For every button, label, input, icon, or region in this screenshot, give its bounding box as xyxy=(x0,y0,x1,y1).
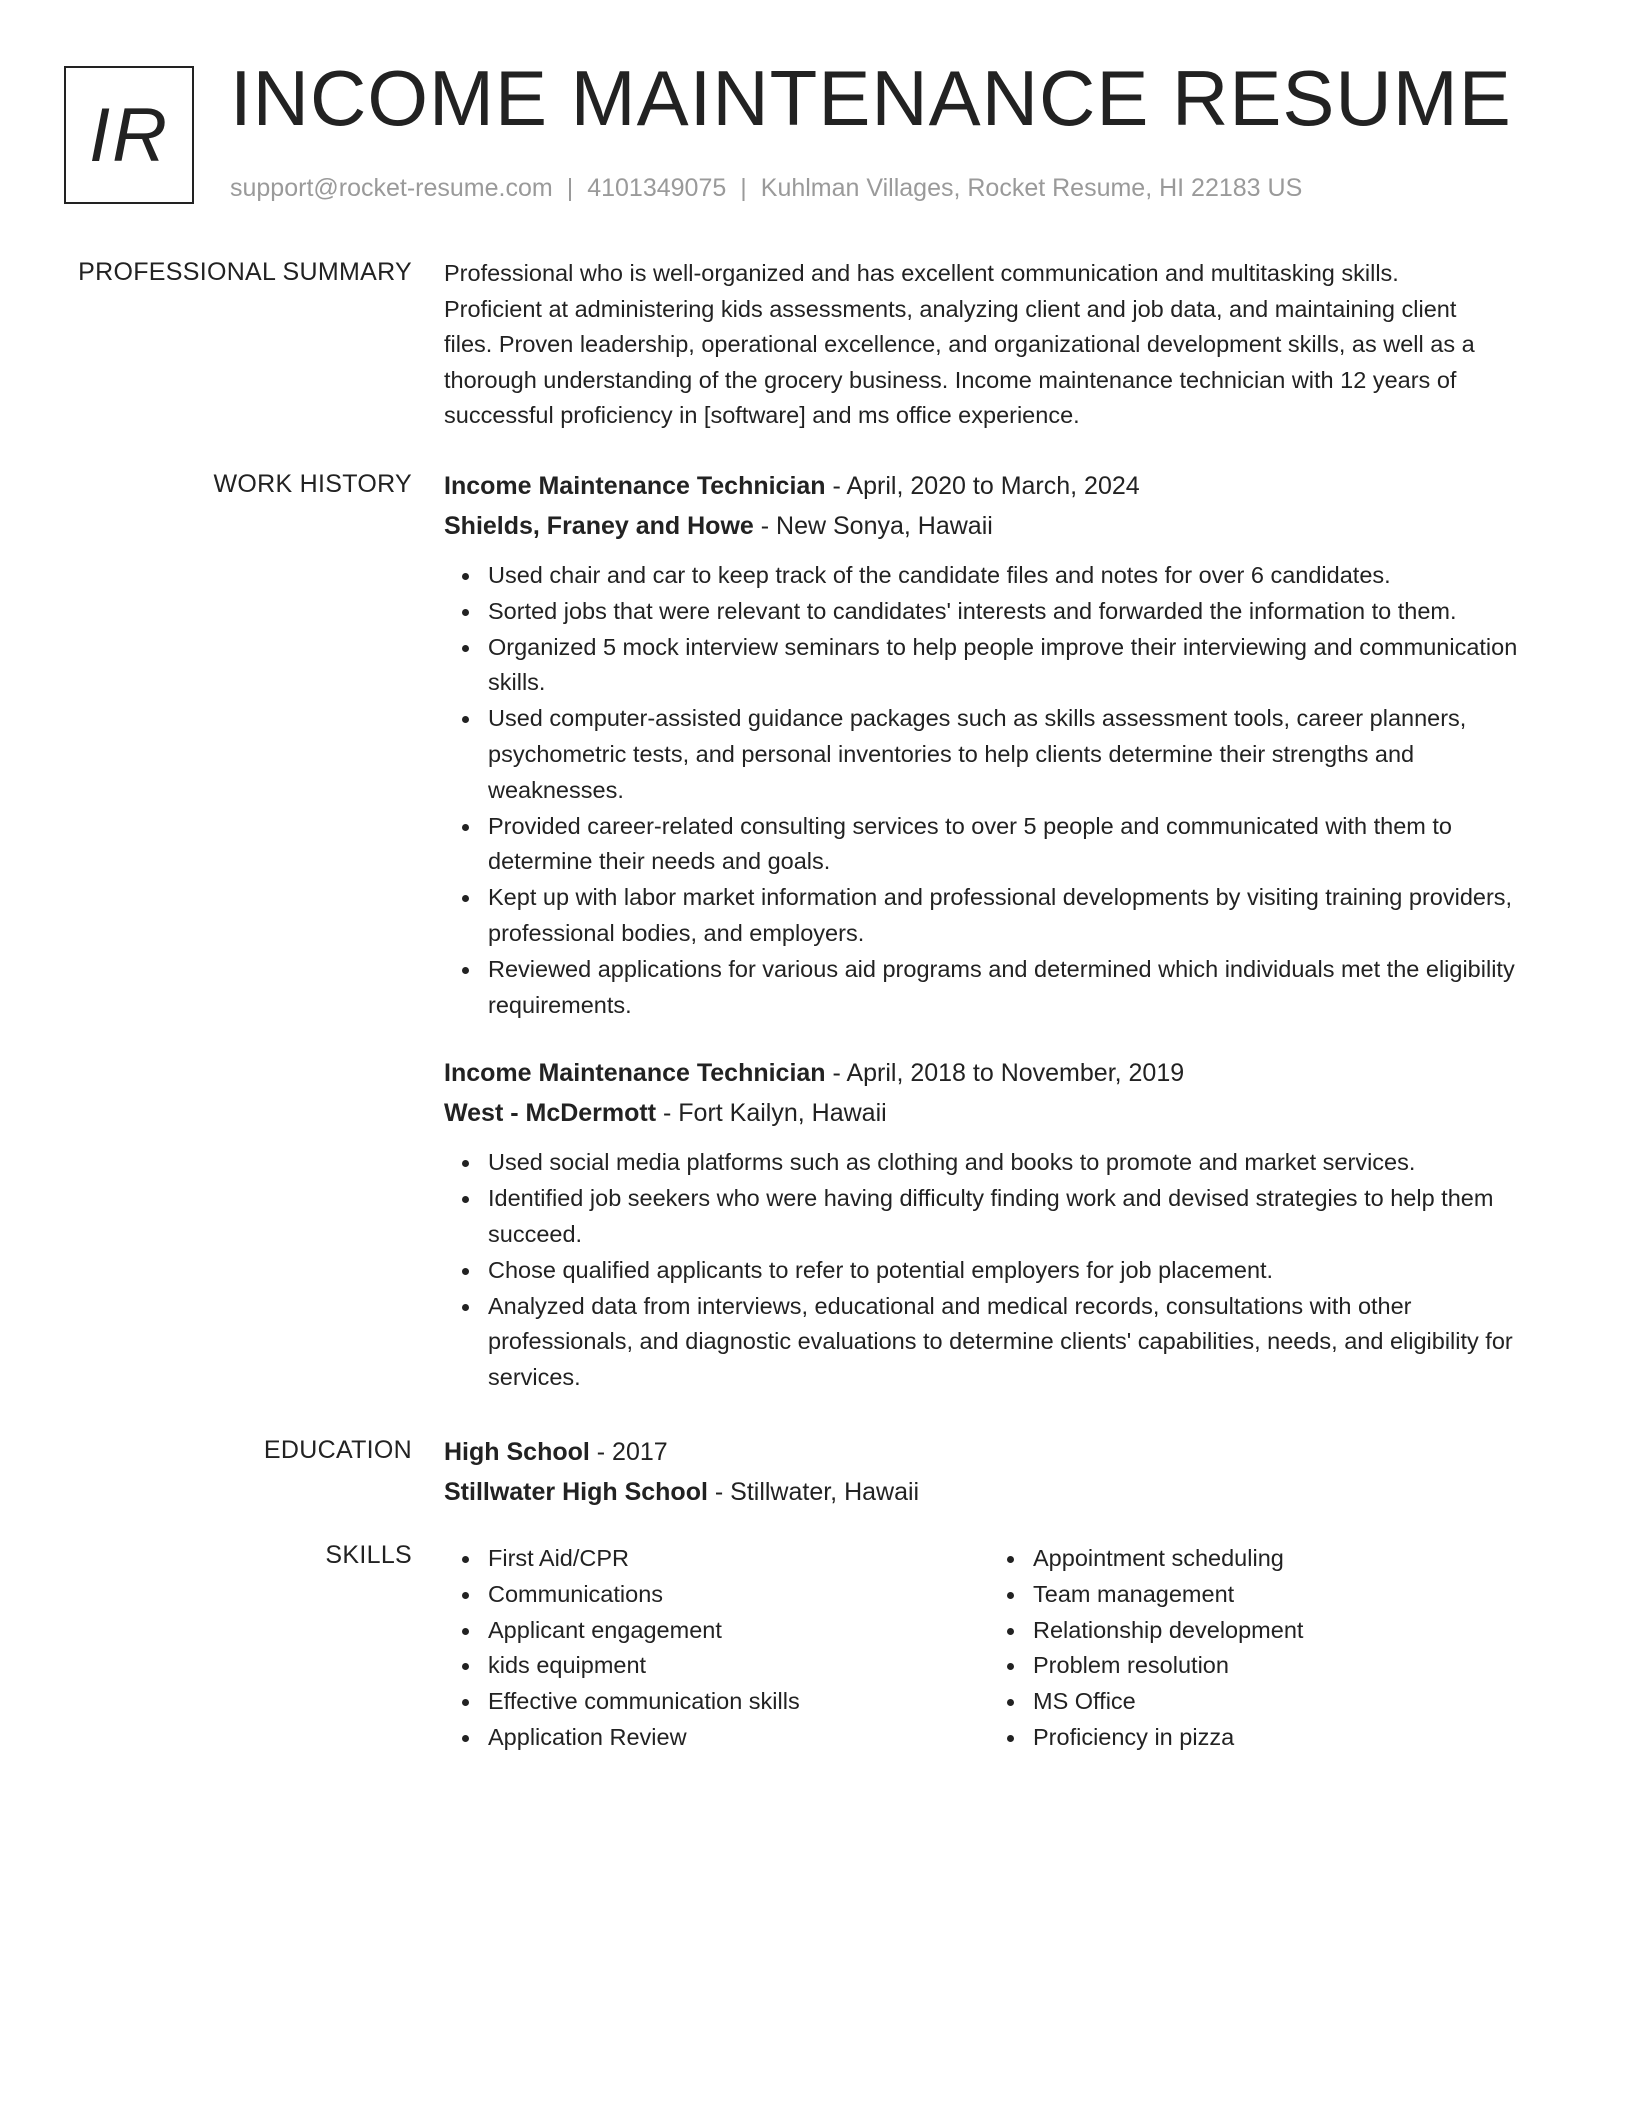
list-item: Problem resolution xyxy=(1033,1648,1509,1684)
summary-content xyxy=(444,256,1554,434)
job-title: Income Maintenance Technician xyxy=(444,1059,826,1088)
skills-column-right xyxy=(989,1541,1509,1756)
school-location: - Stillwater, Hawaii xyxy=(714,1478,920,1506)
job-dates: - April, 2018 to November, 2019 xyxy=(832,1059,1185,1088)
monogram-logo: IR xyxy=(64,66,194,204)
list-item: Team management xyxy=(1033,1577,1509,1613)
section-label-education: EDUCATION xyxy=(263,1436,412,1464)
contact-separator: | xyxy=(740,174,747,202)
degree-line xyxy=(444,1432,1554,1472)
list-item: Used chair and car to keep track of the candidate files and notes for over 6 candidates. xyxy=(488,558,1554,594)
job-dates: - April, 2020 to March, 2024 xyxy=(832,472,1140,500)
education-content xyxy=(444,1432,1554,1512)
list-item: Sorted jobs that were relevant to candidates' interests and forwarded the information to them. xyxy=(488,594,1554,630)
contact-line xyxy=(230,174,1302,203)
skills-list xyxy=(444,1541,964,1756)
section-label-summary: PROFESSIONAL SUMMARY xyxy=(78,258,412,286)
list-item: Used computer-assisted guidance packages such as skills assessment tools, career planners, psychometric tests, and personal inventories to help clients determine their strengths and weaknesses. xyxy=(488,701,1554,808)
list-item: Kept up with labor market information and professional developments by visiting training providers, professional bodies, and employers. xyxy=(488,880,1554,952)
list-item: Reviewed applications for various aid programs and determined which individuals met the eligibility requirements. xyxy=(488,952,1554,1024)
list-item: First Aid/CPR xyxy=(488,1541,964,1577)
summary-line: thorough understanding of the grocery business. Income maintenance technician with 12 years of xyxy=(444,366,1457,393)
contact-email[interactable]: support@rocket-resume.com xyxy=(230,174,553,202)
job-company: Shields, Franey and Howe xyxy=(444,512,754,540)
list-item: Provided career-related consulting services to over 5 people and communicated with them to determine their needs and goals. xyxy=(488,809,1554,881)
list-item: Communications xyxy=(488,1577,964,1613)
contact-phone: 4101349075 xyxy=(587,174,727,202)
list-item: Applicant engagement xyxy=(488,1613,964,1649)
graduation-year: - 2017 xyxy=(596,1438,668,1466)
summary-line: Proficient at administering kids assessments, analyzing client and job data, and maintaining client xyxy=(444,295,1457,322)
contact-address: Kuhlman Villages, Rocket Resume, HI 22183 US xyxy=(760,174,1303,202)
job-title-line xyxy=(444,1053,1554,1093)
list-item: Identified job seekers who were having difficulty finding work and devised strategies to help them succeed. xyxy=(488,1181,1554,1253)
job-bullets xyxy=(444,1145,1554,1396)
list-item: Chose qualified applicants to refer to potential employers for job placement. xyxy=(488,1253,1554,1289)
list-item: MS Office xyxy=(1033,1684,1509,1720)
list-item: Used social media platforms such as clothing and books to promote and market services. xyxy=(488,1145,1554,1181)
list-item: kids equipment xyxy=(488,1648,964,1684)
section-label-skills: SKILLS xyxy=(325,1541,412,1569)
job-bullets xyxy=(444,558,1554,1023)
list-item: Appointment scheduling xyxy=(1033,1541,1509,1577)
summary-line: successful proficiency in [software] and ms office experience. xyxy=(444,402,1080,429)
contact-separator: | xyxy=(566,174,574,202)
job-location: - New Sonya, Hawaii xyxy=(760,512,993,540)
work-history-content xyxy=(444,466,1554,1396)
summary-line: Professional who is well-organized and has excellent communication and multitasking skills. xyxy=(444,260,1399,286)
job-company: West - McDermott xyxy=(444,1099,657,1128)
list-item: Organized 5 mock interview seminars to help people improve their interviewing and communication skills. xyxy=(488,630,1554,702)
list-item: Application Review xyxy=(488,1720,964,1756)
page-title: INCOME MAINTENANCE RESUME xyxy=(230,54,1512,142)
list-item: Relationship development xyxy=(1033,1613,1509,1649)
list-item: Analyzed data from interviews, educational and medical records, consultations with other professionals, and diagnostic evaluations to determine clients' capabilities, needs, and eligibility for services. xyxy=(488,1289,1554,1396)
skills-list xyxy=(989,1541,1509,1756)
degree: High School xyxy=(444,1438,590,1466)
job-company-line xyxy=(444,1093,1554,1133)
summary-line: files. Proven leadership, operational excellence, and organizational development skills, as well as a xyxy=(444,331,1475,358)
job-entry xyxy=(444,1053,1554,1396)
job-entry xyxy=(444,466,1554,1023)
school-line xyxy=(444,1472,1554,1512)
list-item: Proficiency in pizza xyxy=(1033,1720,1509,1756)
job-company-line xyxy=(444,506,1554,546)
section-label-work-history: WORK HISTORY xyxy=(213,470,412,498)
school-name: Stillwater High School xyxy=(444,1478,708,1506)
list-item: Effective communication skills xyxy=(488,1684,964,1720)
job-title-line xyxy=(444,466,1554,506)
job-location: - Fort Kailyn, Hawaii xyxy=(663,1099,887,1128)
skills-column-left xyxy=(444,1541,964,1756)
job-title: Income Maintenance Technician xyxy=(444,472,826,500)
